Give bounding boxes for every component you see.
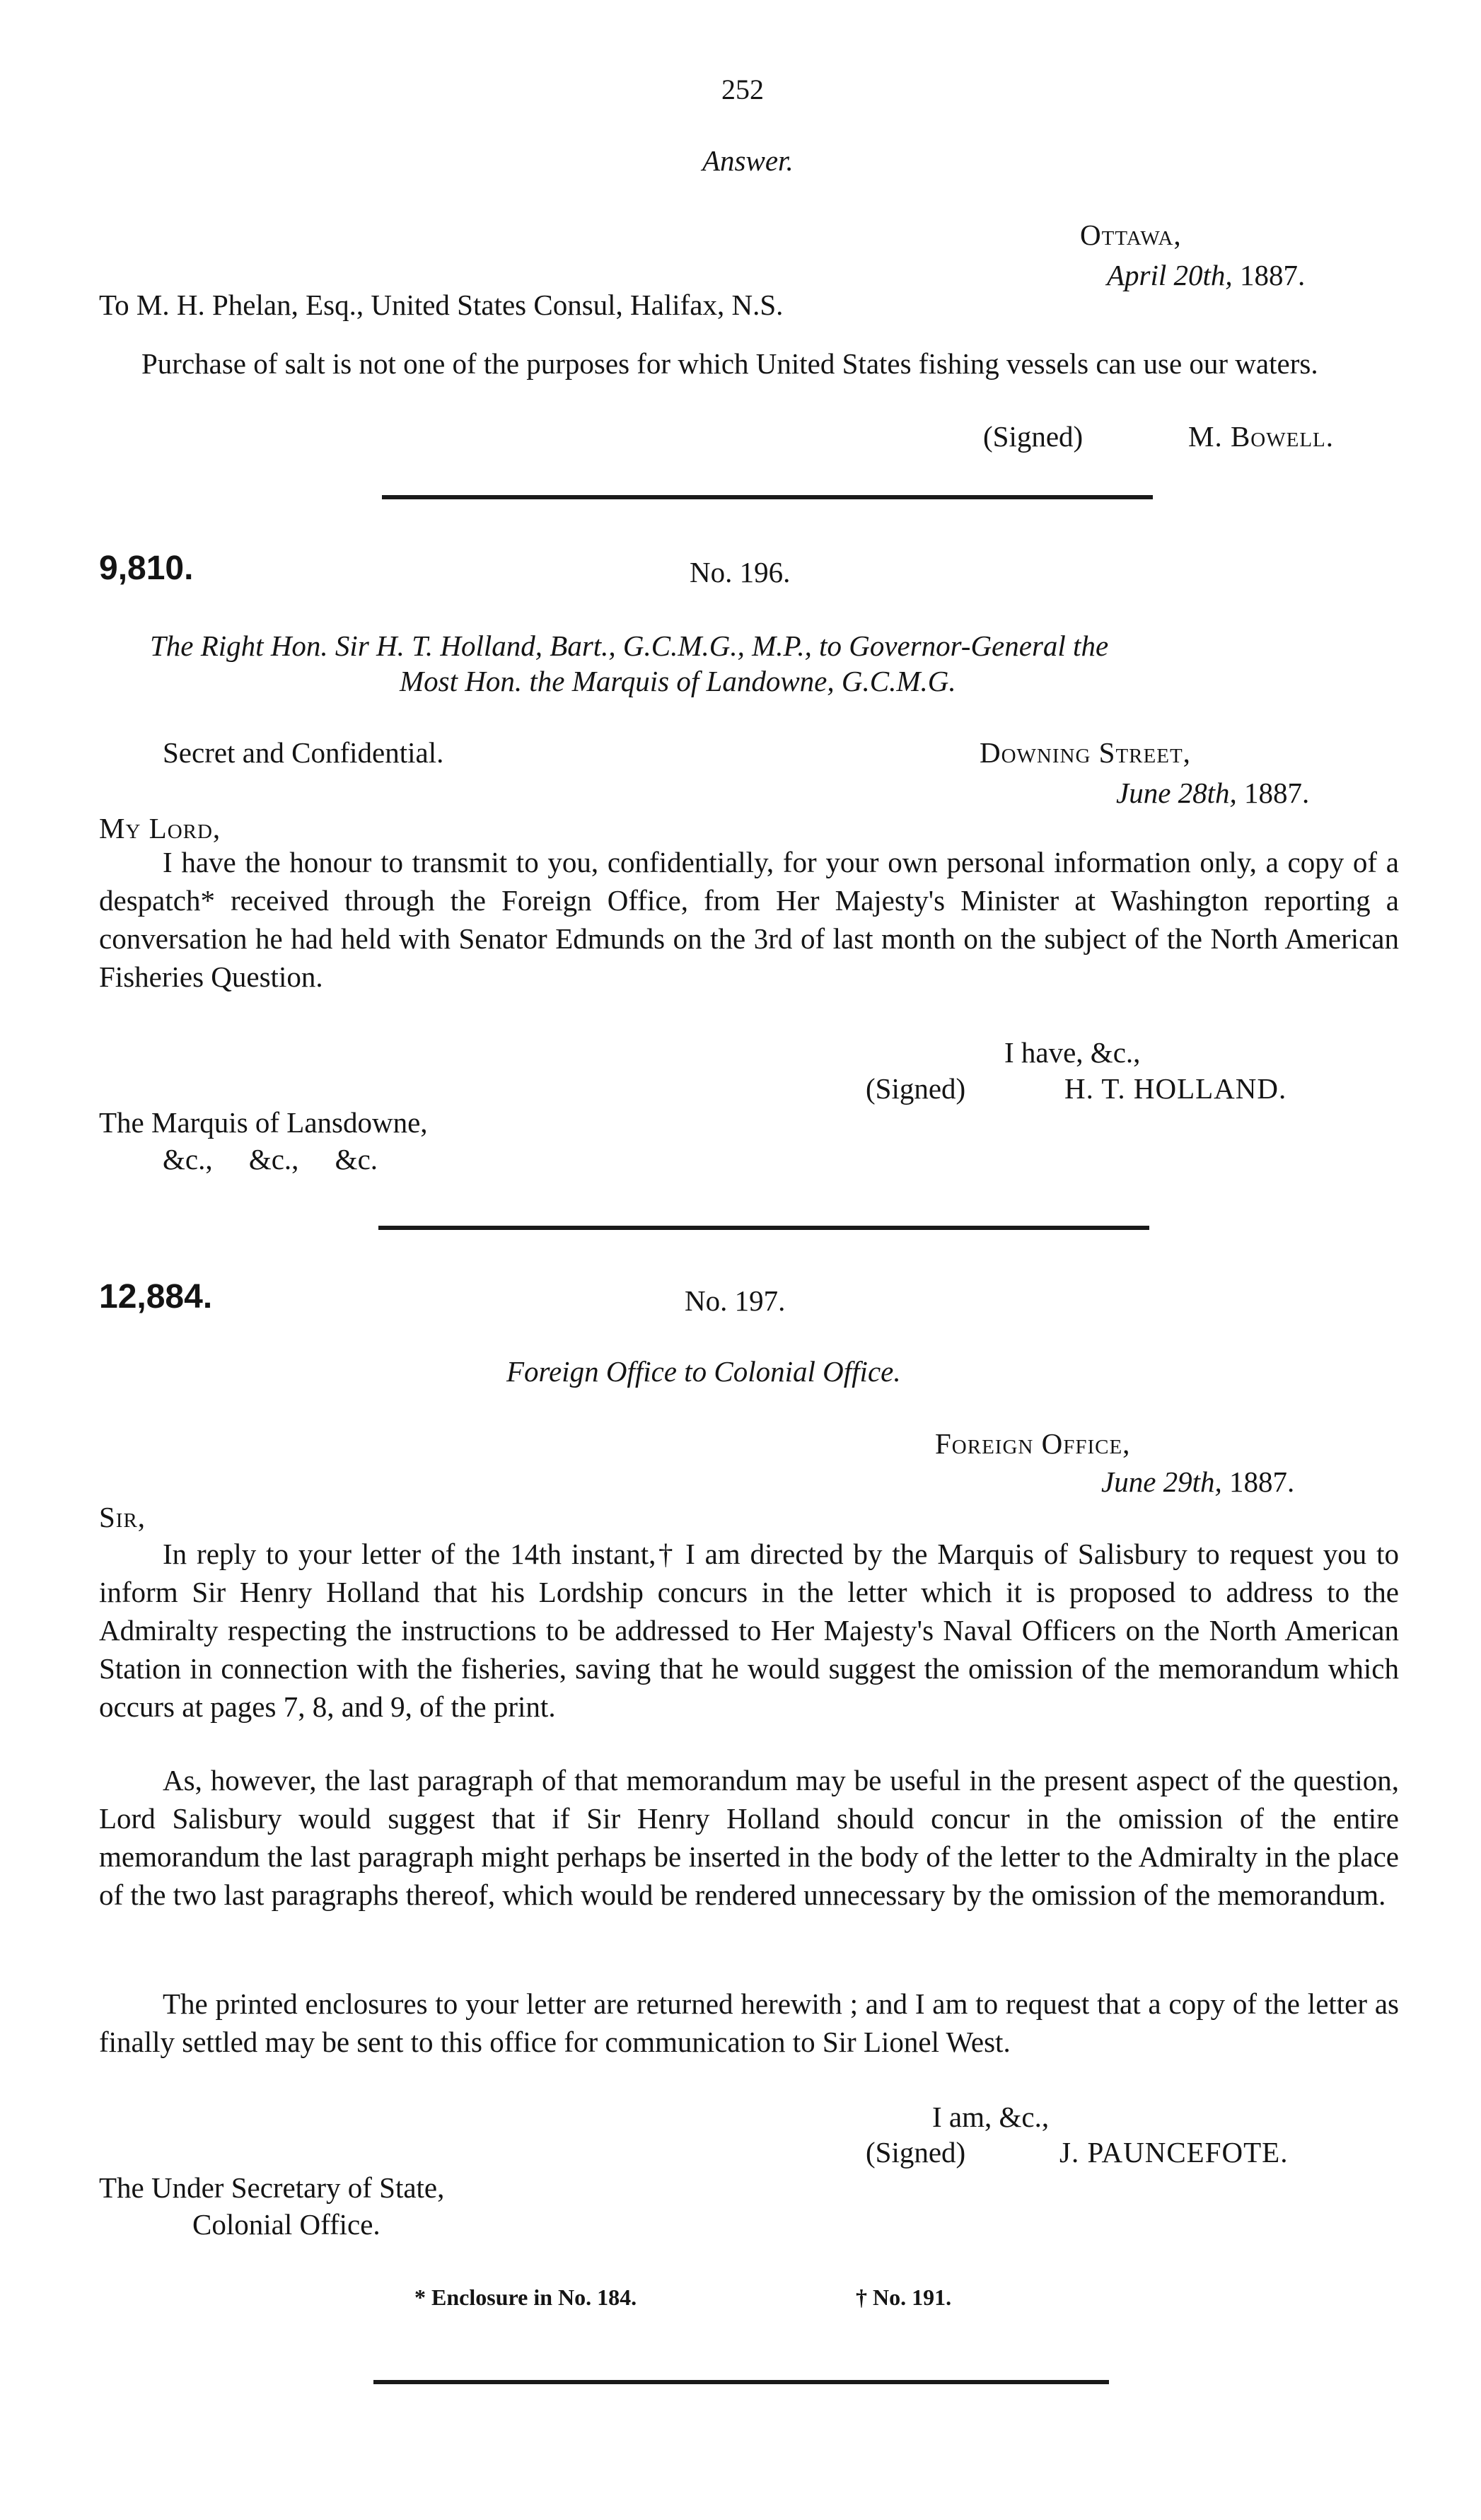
answer-date-year: 1887.	[1239, 259, 1306, 291]
divider-rule	[373, 2380, 1109, 2384]
letter-paragraph-3: The printed enclosures to your letter are returned herewith ; and I am to request that a copy of the letter as finally settled may be sent to this office for communication to Sir Lionel West.	[99, 1987, 1399, 2058]
document-title-line1: The Right Hon. Sir H. T. Holland, Bart., G.C.M.G., M.P., to Governor-General the	[150, 629, 1109, 662]
addressee-line1: The Under Secretary of State,	[99, 2171, 445, 2204]
letter-paragraph-2: As, however, the last paragraph of that memorandum may be useful in the present aspect of the question, Lord Salisbury would suggest that if Sir Henry Holland should concur in the omission of the entire memorandum the last paragraph might perhaps be inserted in the body of the letter to the Admiralty in the place of the two last paragraphs thereof, which would be rendered unnecessary by the omission of the memorandum.	[99, 1764, 1399, 1911]
answer-place: Ottawa,	[1080, 219, 1182, 251]
signer: H. T. HOLLAND.	[1064, 1072, 1287, 1105]
file-number: 12,884.	[99, 1278, 213, 1316]
letter-date-year: 1887.	[1244, 777, 1310, 809]
answer-signed: (Signed)	[983, 420, 1084, 453]
answer-date-month: April 20th,	[1107, 259, 1233, 291]
addressee-line2: Colonial Office.	[192, 2208, 381, 2241]
closing: I have, &c.,	[1004, 1036, 1141, 1069]
answer-heading: Answer.	[702, 144, 794, 177]
letter-date	[1101, 1463, 1294, 1501]
document-title-line2: Most Hon. the Marquis of Landowne, G.C.M.G.	[400, 665, 956, 697]
signer: J. PAUNCEFOTE.	[1059, 2136, 1289, 2168]
signed-label: (Signed)	[866, 1072, 966, 1105]
letter-date-year: 1887.	[1229, 1465, 1295, 1498]
answer-date	[1107, 256, 1305, 294]
letter-paragraph-1: In reply to your letter of the 14th instant,† I am directed by the Marquis of Salisbury to request you to inform Sir Henry Holland that his Lordship concurs in the letter which it is proposed to address to the Admiralty respecting the instructions to be addressed to Her Majesty's Naval Officers on the North American Station in connection with the fisheries, saving that he would suggest the omission of the memorandum which occurs at pages 7, 8, and 9, of the print.	[99, 1538, 1399, 1723]
salutation: Sir,	[99, 1501, 146, 1533]
answer-signer: M. Bowell.	[1188, 420, 1335, 453]
letter-place: Foreign Office,	[935, 1427, 1131, 1460]
document-number: No. 196.	[690, 556, 791, 588]
divider-rule	[382, 495, 1153, 499]
footnote-star: * Enclosure in No. 184.	[414, 2284, 637, 2310]
signed-label: (Signed)	[866, 2136, 966, 2168]
file-number: 9,810.	[99, 550, 194, 587]
document-title: Foreign Office to Colonial Office.	[506, 1355, 901, 1388]
letter-place: Downing Street,	[980, 736, 1191, 769]
letter-date-month: June 29th,	[1101, 1465, 1222, 1498]
footnote-dagger: † No. 191.	[856, 2284, 952, 2310]
answer-addressee: To M. H. Phelan, Esq., United States Consul, Halifax, N.S.	[99, 289, 784, 321]
letter-body: I have the honour to transmit to you, confidentially, for your own personal information only, a copy of a despatch* received through the Foreign Office, from Her Majesty's Minister at Washington reporting a conversation he had held with Senator Edmunds on the 3rd of last month on the subject of the North American Fisheries Question.	[99, 846, 1399, 993]
salutation: My Lord,	[99, 812, 221, 844]
classification: Secret and Confidential.	[163, 736, 444, 769]
addressee-line1: The Marquis of Lansdowne,	[99, 1106, 428, 1139]
answer-body: Purchase of salt is not one of the purposes for which United States fishing vessels can use our waters.	[141, 347, 1318, 380]
document-number: No. 197.	[685, 1284, 786, 1317]
letter-date	[1116, 774, 1309, 812]
addressee-line2: &c., &c., &c.	[163, 1143, 378, 1175]
divider-rule	[378, 1226, 1149, 1230]
closing: I am, &c.,	[932, 2101, 1050, 2133]
page-number: 252	[721, 74, 764, 105]
letter-date-month: June 28th,	[1116, 777, 1237, 809]
